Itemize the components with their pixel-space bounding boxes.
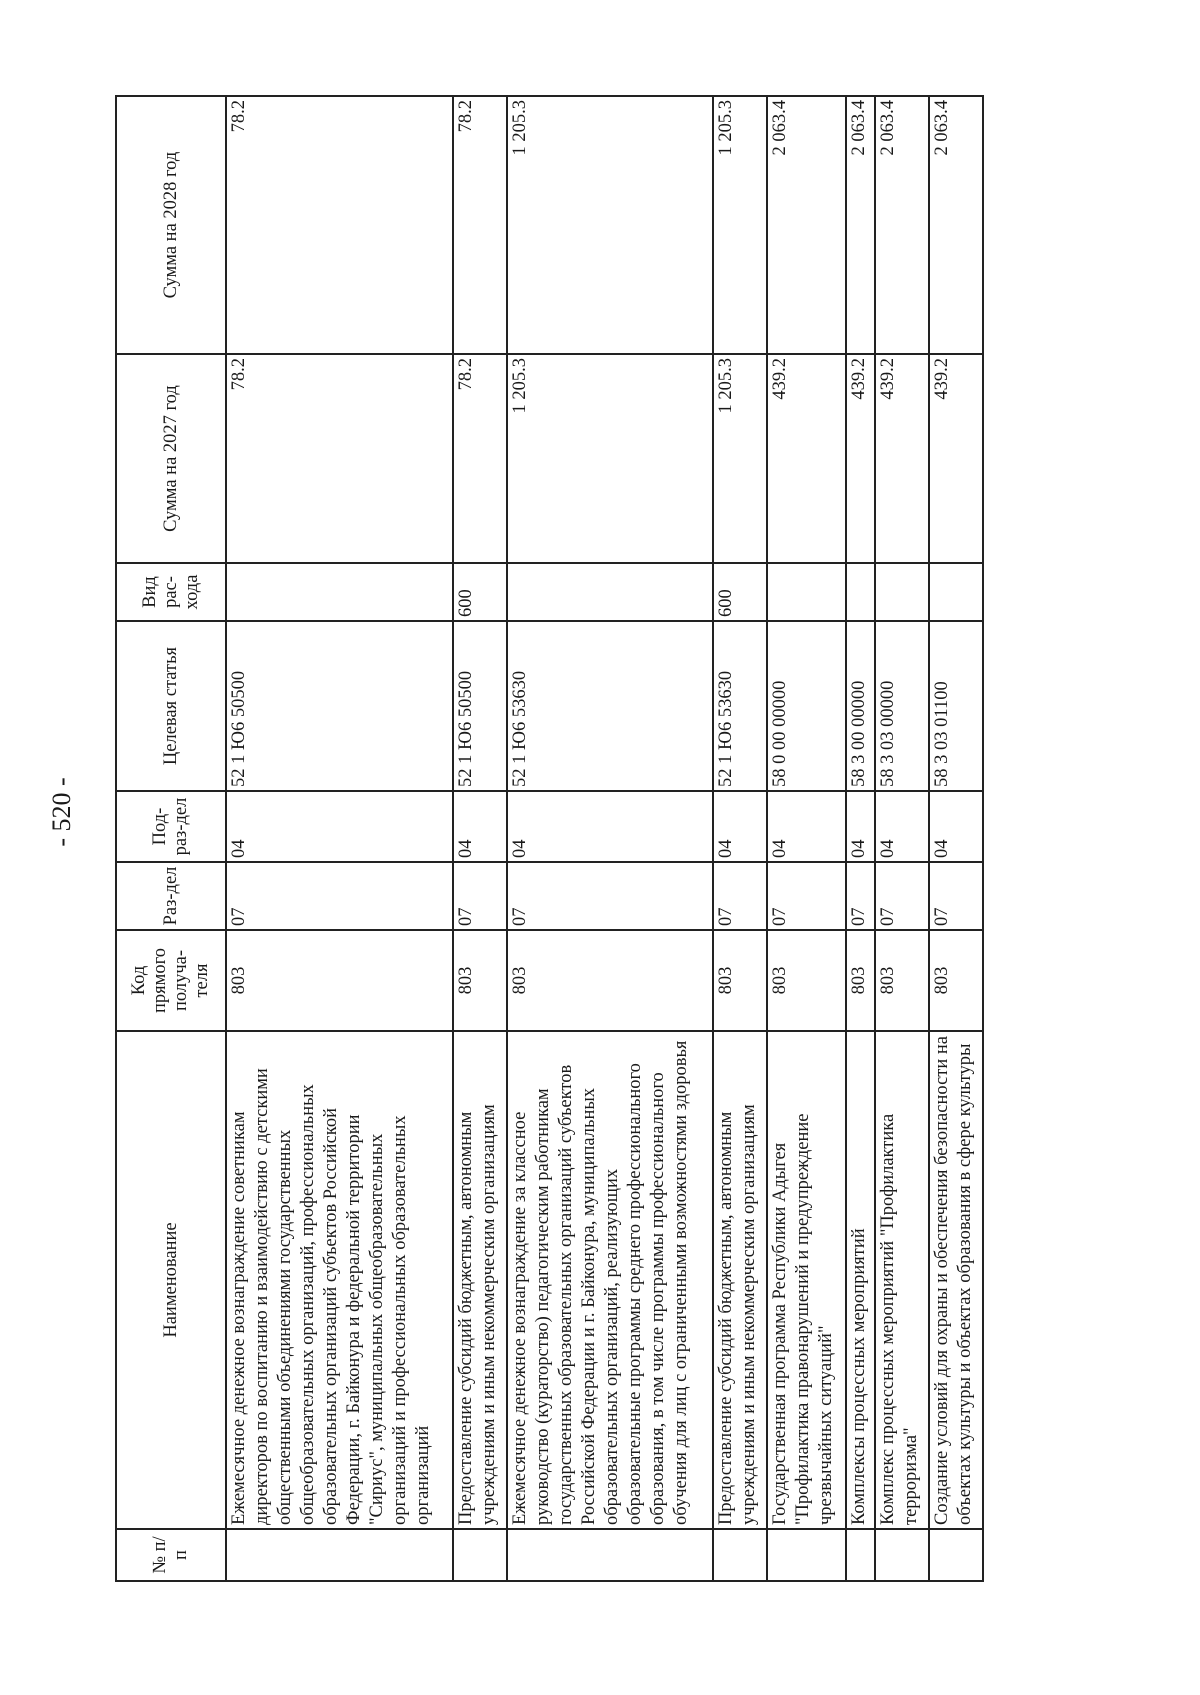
cell-subsection: 04 bbox=[875, 791, 929, 862]
cell-expense-type bbox=[929, 563, 983, 621]
cell-subsection: 04 bbox=[713, 791, 767, 862]
cell-sum-2027: 439.2 bbox=[875, 354, 929, 563]
cell-expense-type bbox=[507, 563, 713, 621]
cell-sum-2027: 1 205.3 bbox=[507, 354, 713, 563]
cell-name: Государственная программа Республики Адыгея "Профилактика правонарушений и предупреждение чрезвычайных ситуаций" bbox=[767, 1031, 846, 1529]
cell-target-article: 58 0 00 00000 bbox=[767, 621, 846, 791]
cell-num bbox=[875, 1529, 929, 1581]
table-header-row bbox=[116, 96, 226, 1581]
cell-name: Предоставление субсидий бюджетным, автономным учреждениям и иным некоммерческим организациям bbox=[453, 1031, 507, 1529]
cell-num bbox=[713, 1529, 767, 1581]
cell-sum-2027: 439.2 bbox=[846, 354, 875, 563]
cell-section: 07 bbox=[507, 862, 713, 930]
cell-subsection: 04 bbox=[846, 791, 875, 862]
cell-target-article: 52 1 Ю6 50500 bbox=[226, 621, 453, 791]
cell-sum-2028: 1 205.3 bbox=[507, 96, 713, 354]
cell-sum-2028: 2 063.4 bbox=[875, 96, 929, 354]
cell-subsection: 04 bbox=[929, 791, 983, 862]
cell-sum-2028: 1 205.3 bbox=[713, 96, 767, 354]
table-row bbox=[507, 96, 713, 1581]
cell-section: 07 bbox=[929, 862, 983, 930]
cell-name: Ежемесячное денежное вознаграждение советникам директоров по воспитанию и взаимодействию с детскими общественными объединениями государственных общеобразовательных организаций, профессиональных образовательных организаций субъектов Российской Федерации, г. Байконура и федеральной территории "Сириус", муниципальных общеобразовательных организаций и профессиональных образовательных организаций bbox=[226, 1031, 453, 1529]
cell-recipient-code: 803 bbox=[453, 930, 507, 1031]
cell-sum-2028: 2 063.4 bbox=[929, 96, 983, 354]
cell-target-article: 52 1 Ю6 50500 bbox=[453, 621, 507, 791]
cell-name: Предоставление субсидий бюджетным, автономным учреждениям и иным некоммерческим организациям bbox=[713, 1031, 767, 1529]
header-expense-type: Вид рас-хода bbox=[116, 563, 226, 621]
cell-name: Ежемесячное денежное вознаграждение за классное руководство (кураторство) педагогическим работникам государственных образовательных организаций субъектов Российской Федерации и г. Байконура, муниципальных образовательных организаций, реализующих образовательные программы среднего профессионального образования, в том числе программы профессионального обучения для лиц с ограниченными возможностями здоровья bbox=[507, 1031, 713, 1529]
cell-recipient-code: 803 bbox=[846, 930, 875, 1031]
header-subsection: Под-раз-дел bbox=[116, 791, 226, 862]
cell-section: 07 bbox=[226, 862, 453, 930]
cell-subsection: 04 bbox=[226, 791, 453, 862]
header-sum-2027: Сумма на 2027 год bbox=[116, 354, 226, 563]
cell-name: Комплекс процессных мероприятий "Профилактика терроризма" bbox=[875, 1031, 929, 1529]
cell-num bbox=[846, 1529, 875, 1581]
cell-target-article: 52 1 Ю6 53630 bbox=[507, 621, 713, 791]
cell-subsection: 04 bbox=[767, 791, 846, 862]
table-row bbox=[929, 96, 983, 1581]
cell-subsection: 04 bbox=[507, 791, 713, 862]
cell-expense-type bbox=[767, 563, 846, 621]
cell-sum-2028: 2 063.4 bbox=[846, 96, 875, 354]
header-num: № п/п bbox=[116, 1529, 226, 1581]
cell-sum-2027: 78.2 bbox=[226, 354, 453, 563]
cell-recipient-code: 803 bbox=[507, 930, 713, 1031]
cell-sum-2028: 78.2 bbox=[226, 96, 453, 354]
cell-section: 07 bbox=[713, 862, 767, 930]
cell-target-article: 58 3 03 01100 bbox=[929, 621, 983, 791]
table-row bbox=[713, 96, 767, 1581]
cell-sum-2027: 1 205.3 bbox=[713, 354, 767, 563]
cell-section: 07 bbox=[846, 862, 875, 930]
cell-sum-2028: 2 063.4 bbox=[767, 96, 846, 354]
table-row bbox=[226, 96, 453, 1581]
header-recipient-code: Код прямого получа-теля bbox=[116, 930, 226, 1031]
cell-expense-type bbox=[226, 563, 453, 621]
cell-sum-2027: 439.2 bbox=[929, 354, 983, 563]
cell-expense-type: 600 bbox=[713, 563, 767, 621]
cell-section: 07 bbox=[453, 862, 507, 930]
cell-num bbox=[226, 1529, 453, 1581]
table-row bbox=[846, 96, 875, 1581]
page-number: - 520 - bbox=[47, 777, 76, 847]
cell-sum-2027: 78.2 bbox=[453, 354, 507, 563]
rotated-page-content bbox=[115, 97, 1068, 1582]
cell-expense-type bbox=[846, 563, 875, 621]
cell-expense-type bbox=[875, 563, 929, 621]
table-row bbox=[453, 96, 507, 1581]
header-target-article: Целевая статья bbox=[116, 621, 226, 791]
cell-recipient-code: 803 bbox=[226, 930, 453, 1031]
cell-num bbox=[453, 1529, 507, 1581]
cell-recipient-code: 803 bbox=[875, 930, 929, 1031]
cell-name: Комплексы процессных мероприятий bbox=[846, 1031, 875, 1529]
cell-recipient-code: 803 bbox=[713, 930, 767, 1031]
cell-sum-2028: 78.2 bbox=[453, 96, 507, 354]
cell-target-article: 58 3 00 00000 bbox=[846, 621, 875, 791]
cell-expense-type: 600 bbox=[453, 563, 507, 621]
cell-target-article: 52 1 Ю6 53630 bbox=[713, 621, 767, 791]
cell-name: Создание условий для охраны и обеспечения безопасности на объектах культуры и объектах образования в сфере культуры bbox=[929, 1031, 983, 1529]
cell-num bbox=[507, 1529, 713, 1581]
cell-target-article: 58 3 03 00000 bbox=[875, 621, 929, 791]
table-row bbox=[875, 96, 929, 1581]
cell-num bbox=[929, 1529, 983, 1581]
header-section: Раз-дел bbox=[116, 862, 226, 930]
cell-recipient-code: 803 bbox=[767, 930, 846, 1031]
cell-subsection: 04 bbox=[453, 791, 507, 862]
cell-recipient-code: 803 bbox=[929, 930, 983, 1031]
cell-num bbox=[767, 1529, 846, 1581]
budget-table bbox=[115, 95, 984, 1582]
cell-section: 07 bbox=[875, 862, 929, 930]
cell-sum-2027: 439.2 bbox=[767, 354, 846, 563]
header-name: Наименование bbox=[116, 1031, 226, 1529]
header-sum-2028: Сумма на 2028 год bbox=[116, 96, 226, 354]
cell-section: 07 bbox=[767, 862, 846, 930]
table-row bbox=[767, 96, 846, 1581]
